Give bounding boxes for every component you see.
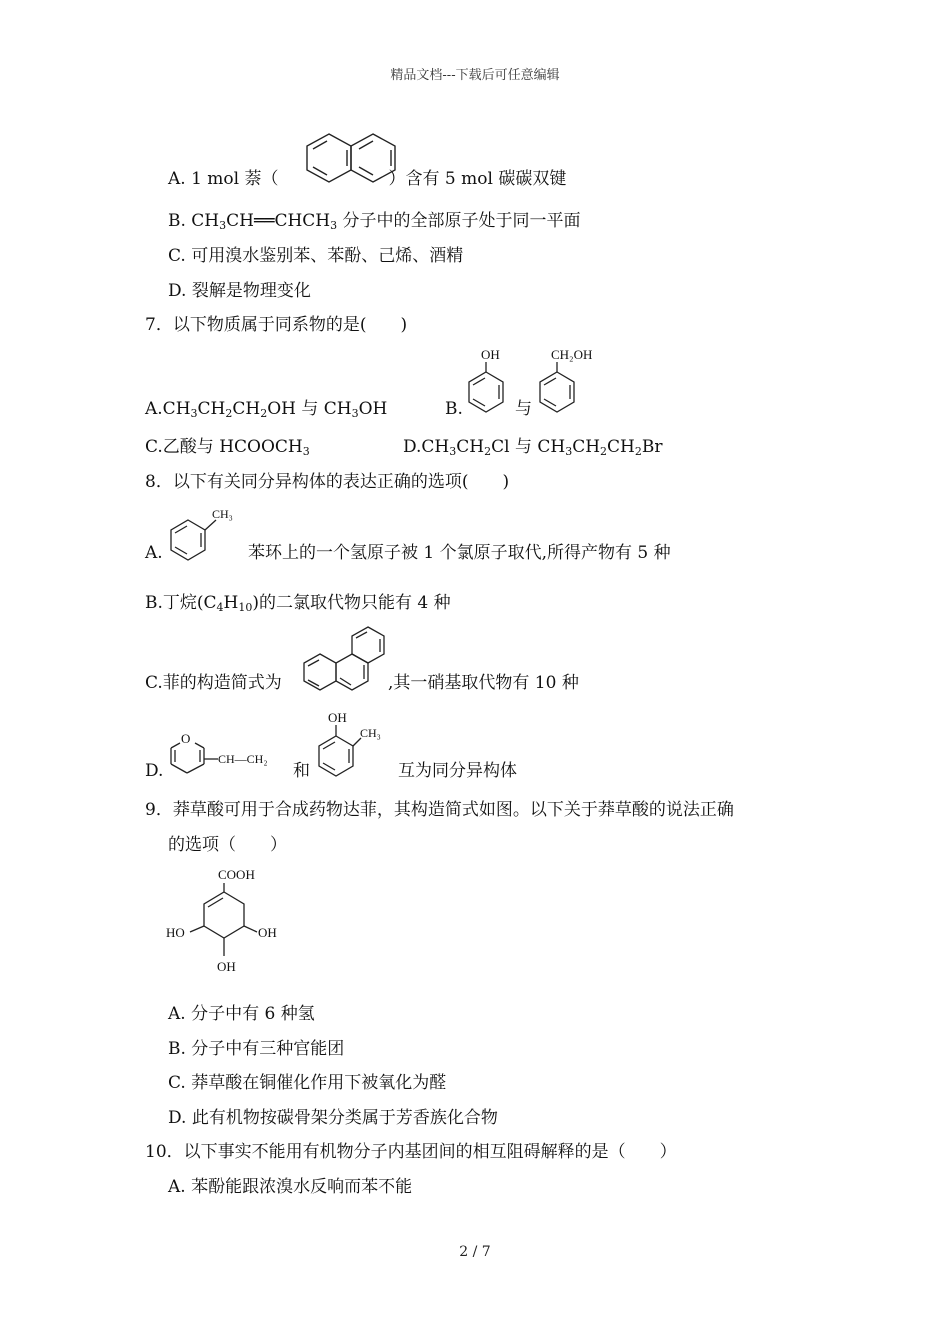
q6-option-c: C. 可用溴水鉴别苯、苯酚、己烯、酒精 [168,246,464,266]
q9-stem-line1: 9．莽草酸可用于合成药物达菲，其构造简式如图。以下关于莽草酸的说法正确 [145,800,734,820]
phenol-oh-label: OH [481,347,500,362]
dihydropyran-vinyl-structure [166,724,290,780]
q9-option-b: B. 分子中有三种官能团 [168,1039,345,1059]
naphthalene-structure [303,130,399,186]
q7-option-d: $D.CH_3CH_2Cl$ 与 $CH_3CH_2CH_2Br$ [403,437,663,458]
q7-option-a: $A.CH_3CH_2CH_2OH$ 与 $CH_3OH$ [145,399,388,420]
q8-option-b: B.丁烷$(C_4H_{10})$的二氯取代物只能有 4 种 [145,593,451,614]
cresol-ch3-label: CH₃ [360,726,381,740]
q9-option-a: A. 分子中有 6 种氢 [168,1004,315,1024]
q8-stem: 8．以下有关同分异构体的表达正确的选项( ) [145,472,510,492]
page-number: 2 / 7 [459,1244,491,1260]
q10-option-a: A. 苯酚能跟浓溴水反响而苯不能 [168,1177,413,1197]
q6-option-a-post: ）含有 5 mol 碳碳双键 [388,169,567,189]
shikimic-oh-right-label: OH [258,925,277,940]
toluene-structure [166,502,246,564]
o-cresol-structure [316,706,396,780]
shikimic-oh-bottom-label: OH [217,959,236,974]
q8-option-a-label: A. [145,543,163,563]
q8-option-d-label: D. [145,761,164,781]
shikimic-ho-left-label: HO [166,925,185,940]
q9-option-d: D. 此有机物按碳骨架分类属于芳香族化合物 [168,1108,498,1128]
q8-option-c-post: ,其一硝基取代物有 10 种 [388,673,579,693]
vinyl-chain-label: CH—CH₂ [218,752,268,766]
cresol-oh-label: OH [328,710,347,725]
q6-option-b: B. $CH_3CH══CHCH_3$ 分子中的全部原子处于同一平面 [168,211,581,232]
q9-option-c: C. 莽草酸在铜催化作用下被氧化为醛 [168,1073,447,1093]
q7-stem: 7．以下物质属于同系物的是( ) [145,315,408,335]
q8-option-c-pre: C.菲的构造简式为 [145,673,282,693]
q8-option-d-text: 互为同分异构体 [398,761,517,781]
q8-option-a-text: 苯环上的一个氢原子被 1 个氯原子取代,所得产物有 5 种 [248,543,671,563]
q7-option-c: C.乙酸与 $HCOOCH_3$ [145,437,310,458]
phenol-structure [466,344,510,416]
q8-option-d-and: 和 [293,761,310,781]
q10-stem: 10．以下事实不能用有机物分子内基团间的相互阻碍解释的是（ ） [145,1142,677,1162]
page-header: 精品文档---下载后可任意编辑 [390,68,560,83]
toluene-ch3-label: CH₃ [212,507,233,521]
phenanthrene-structure [300,624,388,694]
q7-option-b-and: 与 [515,399,532,419]
q7-option-b-label: B. [445,399,463,419]
pyran-oxygen-label: O [181,731,191,746]
q9-stem-line2: 的选项（ ） [168,835,287,855]
shikimic-acid-structure [164,862,294,980]
shikimic-cooh-label: COOH [218,867,255,882]
q6-option-d: D. 裂解是物理变化 [168,281,311,301]
benzyl-ch2oh-label: CH₂OH [551,347,593,362]
benzyl-alcohol-structure [537,344,609,416]
q6-option-a-pre: A. 1 mol 萘（ [168,169,279,189]
